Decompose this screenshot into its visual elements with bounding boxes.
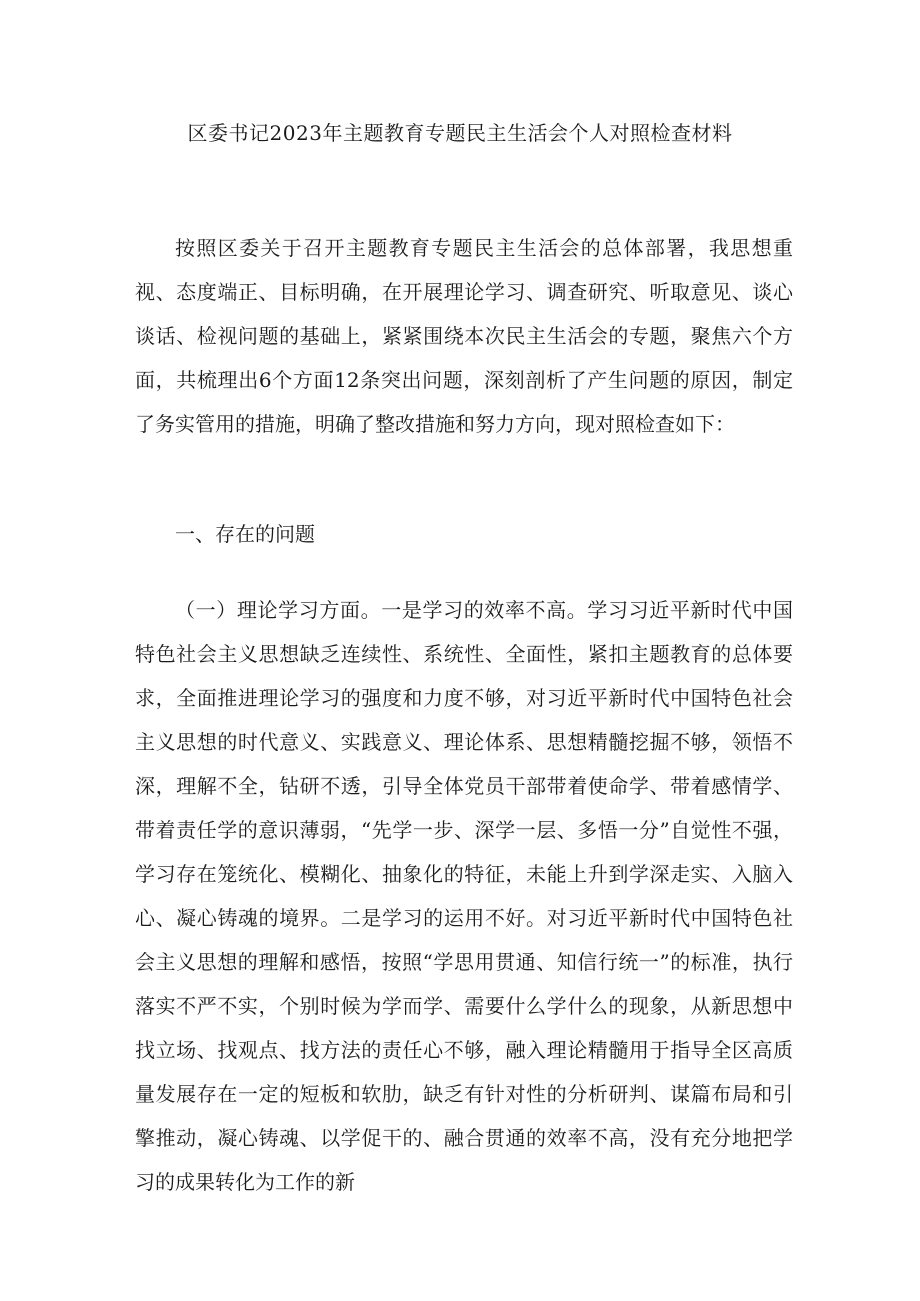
section-heading: 一、存在的问题 [175,522,315,546]
document-title: 区委书记2023年主题教育专题民主生活会个人对照检查材料 [187,121,733,145]
intro-paragraph: 按照区委关于召开主题教育专题民主生活会的总体部署，我思想重视、态度端正、目标明确，在开展理论学习、调查研究、听取意见、谈心谈话、检视问题的基础上，紧紧围绕本次民主生活会的专题，聚焦六个方面，共梳理出6个方面12条突出问题，深刻剖析了产生问题的原因，制定了务实管用的措施，明确了整改措施和努力方向，现对照检查如下： [135,236,793,436]
theory-study-paragraph: （一）理论学习方面。一是学习的效率不高。学习习近平新时代中国特色社会主义思想缺乏连续性、系统性、全面性，紧扣主题教育的总体要求，全面推进理论学习的强度和力度不够，对习近平新时代中国特色社会主义思想的时代意义、实践意义、理论体系、思想精髓挖掘不够，领悟不深，理解不全，钻研不透，引导全体党员干部带着使命学、带着感情学、带着责任学的意识薄弱，“先学一步、深学一层、多悟一分”自觉性不强，学习存在笼统化、模糊化、抽象化的特征，未能上升到学深走实、入脑入心、凝心铸魂的境界。二是学习的运用不好。对习近平新时代中国特色社会主义思想的理解和感悟，按照“学思用贯通、知信行统一”的标准，执行落实不严不实，个别时候为学而学、需要什么学什么的现象，从新思想中找立场、找观点、找方法的责任心不够，融入理论精髓用于指导全区高质量发展存在一定的短板和软肋，缺乏有针对性的分析研判、谋篇布局和引擎推动，凝心铸魂、以学促干的、融合贯通的效率不高，没有充分地把学习的成果转化为工作的新 [135,598,793,1194]
